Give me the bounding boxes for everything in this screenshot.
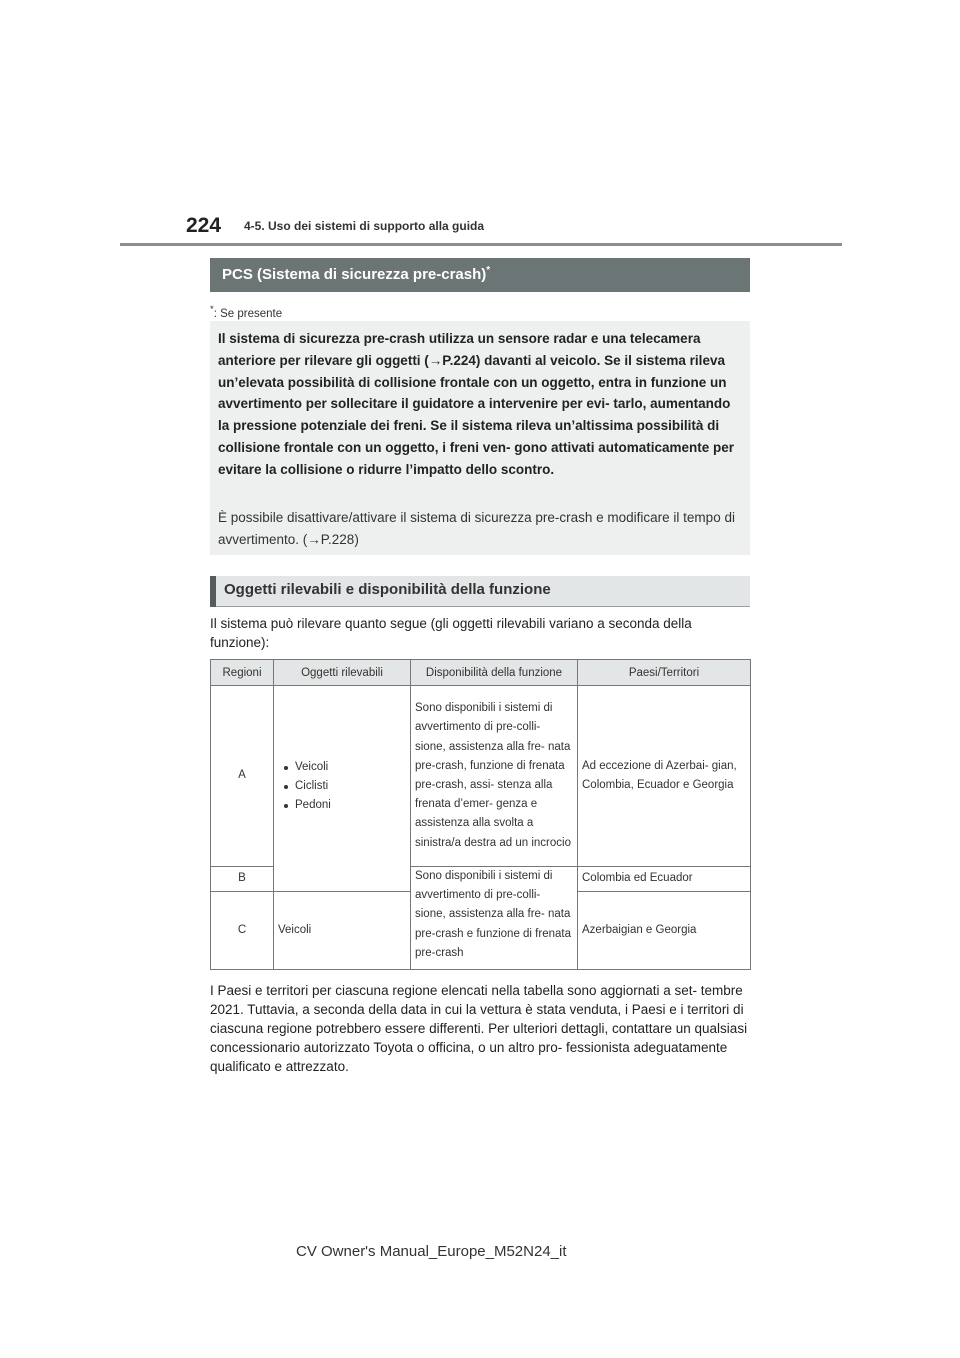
header-availability: Disponibilità della funzione bbox=[411, 660, 578, 686]
intro-box bbox=[210, 321, 750, 555]
availability-cell: Sono disponibili i sistemi di avvertimento di pre-colli- sione, assistenza alla fre- nata pre-crash e funzione di frenata pre-crash bbox=[411, 867, 578, 970]
region-cell: C bbox=[211, 892, 274, 970]
list-item: Veicoli bbox=[284, 758, 406, 777]
detectable-section-header bbox=[210, 576, 750, 607]
countries-cell: Colombia ed Ecuador bbox=[578, 867, 751, 892]
header-objects: Oggetti rilevabili bbox=[274, 660, 411, 686]
detectable-title: Oggetti rilevabili e disponibilità della funzione bbox=[224, 581, 551, 598]
footnote bbox=[210, 304, 282, 320]
list-item: Pedoni bbox=[284, 796, 406, 815]
table-header-row bbox=[211, 660, 751, 686]
objects-list bbox=[278, 758, 406, 816]
page-number: 224 bbox=[186, 214, 222, 237]
header-accent-bar bbox=[210, 576, 216, 607]
pcs-title: PCS (Sistema di sicurezza pre-crash) bbox=[222, 266, 487, 283]
availability-cell: Sono disponibili i sistemi di avvertimento di pre-colli- sione, assistenza alla fre- nata pre-crash, funzione di frenata pre-crash, assi- stenza alla frenata d’emer- genza e assistenza alla svolta a sinistra/a destra ad un incrocio bbox=[411, 686, 578, 867]
region-cell: A bbox=[211, 686, 274, 867]
section-label: 4-5. Uso dei sistemi di supporto alla guida bbox=[244, 219, 485, 233]
countries-cell: Azerbaigian e Georgia bbox=[578, 892, 751, 970]
header-regions: Regioni bbox=[211, 660, 274, 686]
table-note: I Paesi e territori per ciascuna regione elencati nella tabella sono aggiornati a set- tembre 2021. Tuttavia, a seconda della data in cui la vettura è stata venduta, i Paesi e i territori di ciascuna regione potrebbero essere differenti. Per ulteriori dettagli, contattare un qualsiasi concessionario autorizzato Toyota o officina, o un altro pro- fessionista adeguatamente qualificato e attrezzato. bbox=[210, 983, 748, 1074]
region-cell: B bbox=[211, 867, 274, 892]
countries-cell: Ad eccezione di Azerbai- gian, Colombia, Ecuador e Georgia bbox=[578, 686, 751, 867]
pcs-section-header bbox=[210, 258, 750, 292]
intro-normal-paragraph: È possibile disattivare/attivare il sistema di sicurezza pre-crash e modificare il tempo di avvertimento. (→P.228) bbox=[218, 510, 735, 547]
pcs-title-mark: * bbox=[486, 265, 491, 276]
footnote-mark: * bbox=[210, 304, 214, 315]
list-item: Ciclisti bbox=[284, 777, 406, 796]
header-divider bbox=[120, 243, 842, 246]
header-countries: Paesi/Territori bbox=[578, 660, 751, 686]
detectable-lead: Il sistema può rilevare quanto segue (gli oggetti rilevabili variano a seconda della funzione): bbox=[210, 616, 692, 650]
footer-label: CV Owner's Manual_Europe_M52N24_it bbox=[296, 1243, 567, 1260]
intro-bold-paragraph: Il sistema di sicurezza pre-crash utilizza un sensore radar e una telecamera anteriore per rilevare gli oggetti (→P.224) davanti al veicolo. Se il sistema rileva un’elevata possibilità di collisione frontale con un oggetto, entra in funzione un avvertimento per sollecitare il guidatore a intervenire per evi- tarlo, aumentando la pressione potenziale dei freni. Se il sistema rileva un’altissima possibilità di collisione frontale con un oggetto, i freni ven- gono attivati automaticamente per evitare la collisione o ridurre l’impatto dello scontro. bbox=[218, 331, 735, 477]
footnote-text: : Se presente bbox=[213, 307, 283, 320]
objects-cell: Veicoli bbox=[274, 892, 411, 970]
table-row bbox=[211, 686, 751, 867]
regions-table bbox=[210, 659, 751, 970]
objects-cell bbox=[274, 686, 411, 892]
